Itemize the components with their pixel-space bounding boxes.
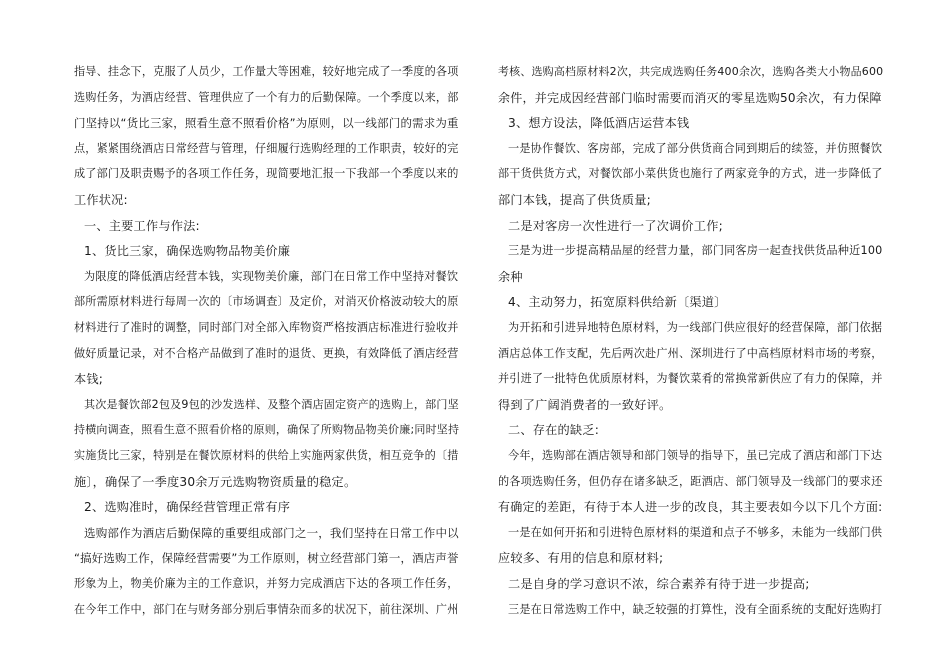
paragraph-line: 考核、选购高档原材料2次，共完成选购任务400余次，选购各类大小物品600 bbox=[498, 65, 884, 78]
paragraph-line: 工作状况: bbox=[74, 193, 128, 207]
paragraph-line: 为限度的降低酒店经营本钱，实现物美价廉，部门在日常工作中坚持对餐饮 bbox=[84, 269, 459, 283]
paragraph-line: 二是自身的学习意识不浓，综合素养有待于进一步提高; bbox=[508, 577, 810, 591]
paragraph-line: 点，紧紧围绕酒店日常经营与管理，仔细履行选购经理的工作职责，较好的完 bbox=[74, 141, 459, 155]
paragraph-line: 选购部作为酒店后勤保障的重要组成部门之一，我们坚持在日常工作中以 bbox=[84, 525, 459, 540]
section-heading: 二、存在的缺乏: bbox=[508, 423, 600, 438]
paragraph-line: 三是在日常选购工作中，缺乏较强的打算性，没有全面系统的支配好选购打 bbox=[508, 602, 883, 616]
paragraph-line: 选购任务，为酒店经营、管理供应了一个有力的后勤保障。一个季度以来，部 bbox=[74, 90, 459, 104]
paragraph-line: 余件，并完成因经营部门临时需要而消灭的零星选购50余次，有力保障 bbox=[498, 90, 882, 105]
section-heading: 一、主要工作与作法: bbox=[84, 218, 200, 233]
paragraph-line: 在今年工作中，部门在与财务部分别后事情杂而多的状况下，前往深圳、广州 bbox=[74, 602, 459, 616]
paragraph-line: 指导、挂念下，克服了人员少，工作量大等困难，较好地完成了一季度的各项 bbox=[74, 65, 459, 78]
paragraph-line: 余种 bbox=[498, 269, 523, 284]
paragraph-line: 三是为进一步提高精品屋的经营力量，部门同客房一起查找供货品种近100 bbox=[508, 244, 883, 258]
paragraph-line: 今年，选购部在酒店领导和部门领导的指导下，虽已完成了酒店和部门下达 bbox=[508, 449, 883, 462]
paragraph-line: 做好质量记录，对不合格产品做到了准时的退货、更换，有效降低了酒店经营 bbox=[74, 346, 459, 360]
paragraph-line: 得到了广阔消费者的一致好评。 bbox=[498, 397, 672, 412]
paragraph-line: 部所需原材料进行每周一次的〔市场调查〕及定价，对消灭价格波动较大的原 bbox=[74, 295, 459, 309]
paragraph-line: 本钱; bbox=[74, 372, 104, 387]
paragraph-line: 施〕，确保了一季度30余万元选购物资质量的稳定。 bbox=[74, 474, 357, 489]
paragraph-line: 门坚持以“货比三家，照看生意不照看价格”为原则，以一线部门的需求为重 bbox=[74, 116, 459, 131]
paragraph-line: 一是协作餐饮、客房部，完成了部分供货商合同到期后的续签，并仿照餐饮 bbox=[508, 141, 883, 155]
subsection-heading: 1、货比三家，确保选购物品物美价廉 bbox=[84, 244, 291, 259]
paragraph-line: 并引进了一批特色优质原材料，为餐饮菜肴的常换常新供应了有力的保障，并 bbox=[498, 372, 883, 386]
paragraph-line: 其次是餐饮部2包及9包的沙发选样、及整个酒店固定资产的选购上，部门坚 bbox=[84, 397, 459, 411]
paragraph-line: 有确定的差距，有待于本人进一步的改良，其主要表如今以下几个方面: bbox=[498, 500, 883, 515]
paragraph-line: “搞好选购工作，保障经营需要”为工作原则，树立经营部门第一，酒店声誉 bbox=[74, 551, 459, 566]
paragraph-line: 部干货供货方式，对餐饮部小菜供货也施行了两家竞争的方式，进一步降低了 bbox=[498, 167, 883, 181]
paragraph-line: 一是在如何开拓和引进特色原材料的渠道和点子不够多，未能为一线部门供 bbox=[508, 525, 883, 539]
paragraph-line: 二是对客房一次性进行一了次调价工作; bbox=[508, 218, 723, 233]
paragraph-line: 持横向调查，照看生意不照看价格的原则，确保了所购物品物美价廉;同时坚持 bbox=[74, 423, 460, 437]
paragraph-line: 部门本钱，提高了供货质量; bbox=[498, 193, 651, 207]
paragraph-line: 酒店总体工作支配，先后两次赴广州、深圳进行了中高档原材料市场的考察， bbox=[498, 346, 883, 360]
subsection-heading: 4、主动努力，拓宽原料供给新〔渠道〕 bbox=[508, 295, 727, 310]
paragraph-line: 为开拓和引进异地特色原材料，为一线部门供应很好的经营保障，部门依据 bbox=[508, 321, 883, 334]
subsection-heading: 2、选购准时，确保经营管理正常有序 bbox=[84, 500, 291, 515]
paragraph-line: 实施货比三家，特别是在餐饮原材料的供给上实施两家供货，相互竞争的〔措 bbox=[74, 449, 459, 462]
paragraph-line: 形象为上，物美价廉为主的工作意识，并努力完成酒店下达的各项工作任务， bbox=[74, 577, 459, 590]
subsection-heading: 3、想方设法，降低酒店运营本钱 bbox=[508, 116, 690, 131]
paragraph-line: 的各项选购任务，但仍存在诸多缺乏，距酒店、部门领导及一线部门的要求还 bbox=[498, 474, 883, 488]
paragraph-line: 成了部门及职责赐予的各项工作任务，现简要地汇报一下我部一个季度以来的 bbox=[74, 167, 459, 181]
paragraph-line: 材料进行了准时的调整，同时部门对全部入库物资严格按酒店标准进行验收并 bbox=[74, 321, 459, 334]
paragraph-line: 应较多、有用的信息和原材料; bbox=[498, 551, 664, 566]
